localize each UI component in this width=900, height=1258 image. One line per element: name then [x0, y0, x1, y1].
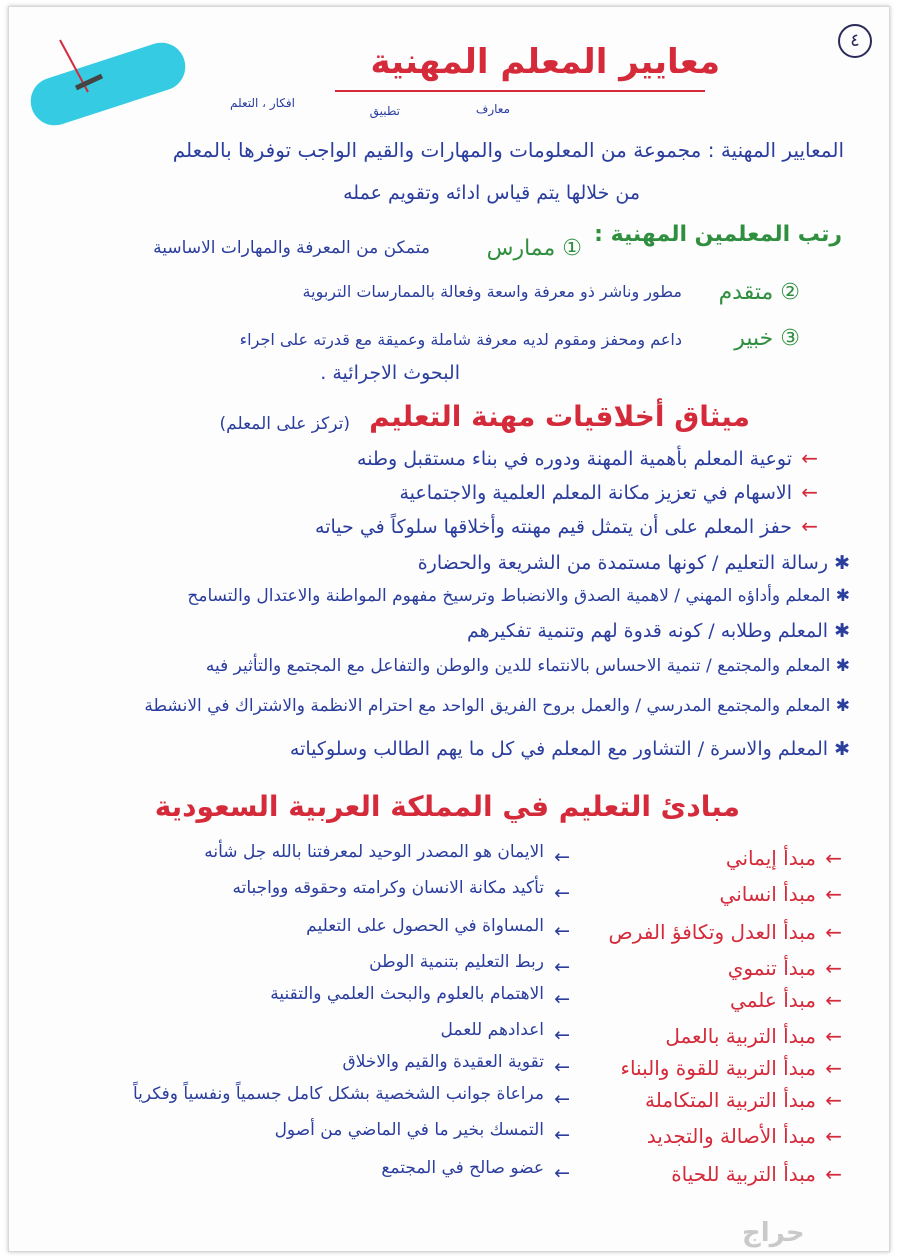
principle-name: مبدأ تنموي	[727, 956, 816, 980]
principle-name: مبدأ الأصالة والتجديد	[646, 1124, 816, 1148]
page-number: ٤	[838, 24, 872, 58]
arrow-icon: ←	[554, 1024, 570, 1046]
annotation-note: تطبيق	[369, 104, 400, 118]
arrow-icon: ←	[801, 480, 818, 504]
arrow-icon: ←	[554, 1162, 570, 1184]
pen-arrow-icon	[54, 36, 114, 106]
annotation-note: معارف	[475, 102, 510, 116]
charter-title: ميثاق أخلاقيات مهنة التعليم	[369, 400, 750, 433]
rank-label: ③ خبير	[734, 326, 800, 351]
charter-goal: حفز المعلم على أن يتمثل قيم مهنته وأخلاقها سلوكاً في حياته	[315, 516, 792, 538]
definition-line: المعايير المهنية : مجموعة من المعلومات والمهارات والقيم الواجب توفرها بالمعلم	[172, 138, 844, 162]
arrow-icon: ←	[554, 1088, 570, 1110]
principle-desc: اعدادهم للعمل	[440, 1020, 544, 1040]
ranks-heading: رتب المعلمين المهنية :	[594, 222, 842, 247]
charter-goal: الاسهام في تعزيز مكانة المعلم العلمية والاجتماعية	[399, 482, 792, 504]
rank-label: ① ممارس	[486, 236, 582, 261]
charter-subtitle: (تركز على المعلم)	[219, 414, 350, 434]
charter-goal: توعية المعلم بأهمية المهنة ودوره في بناء مستقبل وطنه	[357, 448, 792, 470]
principle-desc: التمسك بخير ما في الماضي من أصول	[274, 1120, 544, 1140]
title-underline	[335, 90, 705, 92]
annotation-note: افكار ، التعلم	[229, 96, 295, 110]
principle-desc: ربط التعليم بتنمية الوطن	[369, 952, 544, 972]
principles-title: مبادئ التعليم في المملكة العربية السعودية	[154, 790, 740, 823]
arrow-icon: ←	[554, 846, 570, 868]
arrow-icon: ←	[825, 846, 842, 870]
definition-line: من خلالها يتم قياس ادائه وتقويم عمله	[343, 182, 640, 204]
charter-item-text: المعلم وطلابه / كونه قدوة لهم وتنمية تفكيرهم	[467, 620, 829, 642]
arrow-icon: ←	[554, 988, 570, 1010]
rank-continuation: البحوث الاجرائية .	[320, 362, 460, 384]
arrow-icon: ←	[801, 514, 818, 538]
arrow-icon: ←	[554, 956, 570, 978]
rank-desc: داعم ومحفز ومقوم لديه معرفة شاملة وعميقة مع قدرته على اجراء	[239, 330, 682, 349]
arrow-icon: ←	[825, 1162, 842, 1186]
principle-name: مبدأ التربية للحياة	[671, 1162, 816, 1186]
arrow-icon: ←	[554, 882, 570, 904]
principle-desc: تقوية العقيدة والقيم والاخلاق	[342, 1052, 544, 1072]
arrow-icon: ←	[825, 956, 842, 980]
arrow-icon: ←	[554, 1056, 570, 1078]
arrow-icon: ←	[825, 1088, 842, 1112]
principle-desc: تأكيد مكانة الانسان وكرامته وحقوقه وواجباته	[232, 878, 544, 898]
principle-name: مبدأ علمي	[730, 988, 816, 1012]
charter-item: ✱ رسالة التعليم / كونها مستمدة من الشريعة والحضارة	[417, 552, 850, 574]
arrow-icon: ←	[825, 882, 842, 906]
principle-name: مبدأ انساني	[719, 882, 816, 906]
principle-desc: المساواة في الحصول على التعليم	[306, 916, 544, 936]
rank-label: ② متقدم	[718, 280, 800, 305]
arrow-icon: ←	[825, 988, 842, 1012]
charter-item-text: المعلم والمجتمع / تنمية الاحساس بالانتماء للدين والوطن والتفاعل مع المجتمع والتأثير فيه	[205, 656, 831, 676]
principle-name: مبدأ التربية بالعمل	[665, 1024, 816, 1048]
principle-desc: الايمان هو المصدر الوحيد لمعرفتنا بالله جل شأنه	[204, 842, 544, 862]
charter-item: ✱ المعلم والاسرة / التشاور مع المعلم في كل ما يهم الطالب وسلوكياته	[289, 738, 850, 760]
charter-item: ✱ المعلم وطلابه / كونه قدوة لهم وتنمية تفكيرهم	[467, 620, 850, 642]
charter-item-text: المعلم والاسرة / التشاور مع المعلم في كل ما يهم الطالب وسلوكياته	[289, 738, 829, 760]
rank-desc: مطور وناشر ذو معرفة واسعة وفعالة بالممارسات التربوية	[302, 282, 682, 301]
principle-name: مبدأ إيماني	[725, 846, 816, 870]
charter-item: ✱ المعلم وأداؤه المهني / لاهمية الصدق والانضباط وترسيخ مفهوم المواطنة والاعتدال والتسامح	[187, 586, 850, 606]
principle-desc: مراعاة جوانب الشخصية بشكل كامل جسمياً ونفسياً وفكرياً	[133, 1084, 544, 1104]
watermark-logo: حراج	[742, 1218, 805, 1248]
arrow-icon: ←	[825, 1024, 842, 1048]
arrow-icon: ←	[825, 1124, 842, 1148]
principle-name: مبدأ التربية للقوة والبناء	[620, 1056, 816, 1080]
charter-item-text: رسالة التعليم / كونها مستمدة من الشريعة والحضارة	[417, 552, 829, 574]
charter-item-text: المعلم والمجتمع المدرسي / والعمل بروح الفريق الواحد مع احترام الانظمة والاشتراك في الانشطة	[144, 696, 831, 716]
arrow-icon: ←	[825, 1056, 842, 1080]
arrow-icon: ←	[554, 1124, 570, 1146]
principle-desc: الاهتمام بالعلوم والبحث العلمي والتقنية	[270, 984, 544, 1004]
charter-item: ✱ المعلم والمجتمع / تنمية الاحساس بالانتماء للدين والوطن والتفاعل مع المجتمع والتأثير فيه	[205, 656, 850, 676]
principle-name: مبدأ التربية المتكاملة	[644, 1088, 816, 1112]
charter-item: ✱ المعلم والمجتمع المدرسي / والعمل بروح الفريق الواحد مع احترام الانظمة والاشتراك في الانشطة	[144, 696, 850, 716]
page-title: معايير المعلم المهنية	[370, 42, 720, 82]
charter-item-text: المعلم وأداؤه المهني / لاهمية الصدق والانضباط وترسيخ مفهوم المواطنة والاعتدال والتسامح	[187, 586, 831, 606]
rank-desc: متمكن من المعرفة والمهارات الاساسية	[153, 238, 430, 258]
principle-name: مبدأ العدل وتكافؤ الفرص	[608, 920, 816, 944]
principle-desc: عضو صالح في المجتمع	[381, 1158, 544, 1178]
arrow-icon: ←	[801, 446, 818, 470]
arrow-icon: ←	[825, 920, 842, 944]
arrow-icon: ←	[554, 920, 570, 942]
